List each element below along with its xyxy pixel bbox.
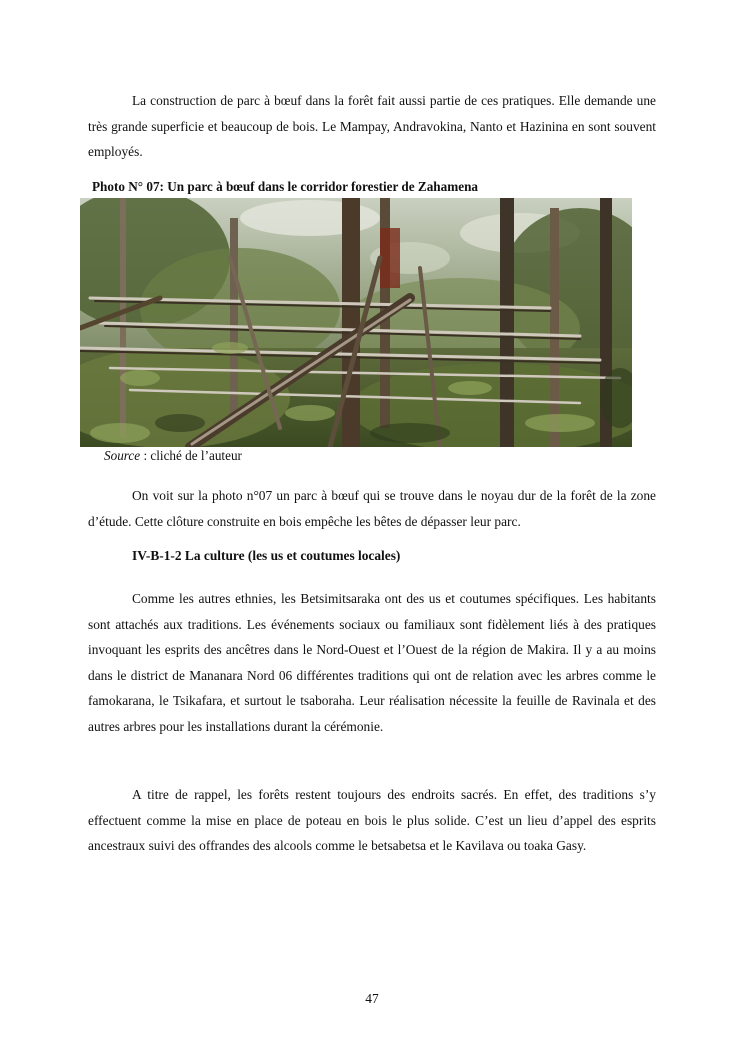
- section-heading: IV-B-1-2 La culture (les us et coutumes locales): [132, 548, 401, 563]
- paragraph-sacred-forests: A titre de rappel, les forêts restent toujours des endroits sacrés. En effet, des traditions s’y effectuent comme la mise en place de poteau en bois le plus solide. C’est un lieu d’appel des esprits ancestraux suivi des offrandes des alcools comme le betsabetsa et le Kavilava ou toaka Gasy.: [88, 787, 656, 853]
- page-number: 47: [365, 991, 379, 1006]
- paragraph-traditions: Comme les autres ethnies, les Betsimitsaraka ont des us et coutumes spécifiques. Les habitants sont attachés aux traditions. Les événements sociaux ou familiaux sont fidèlement liés à des pratiques invoquant les esprits des ancêtres dans le Nord-Ouest et l’Ouest de la région de Makira. Il y a au moins dans le district de Mananara Nord 06 différentes traditions qui ont de relation avec les arbres comme le famokarana, le Tsikafara, et surtout le tsaboraha. Leur réalisation nécessite la feuille de Ravinala et des autres arbres pour les installations durant la cérémonie.: [88, 591, 656, 734]
- paragraph-photo-description: On voit sur la photo n°07 un parc à bœuf qui se trouve dans le noyau dur de la forêt de la zone d’étude. Cette clôture construite en bois empêche les bêtes de dépasser leur parc.: [88, 488, 656, 529]
- photo-caption: Photo N° 07: Un parc à bœuf dans le corridor forestier de Zahamena: [92, 179, 478, 194]
- source-label: Source: [104, 448, 141, 463]
- paragraph-cattle-pen: La construction de parc à bœuf dans la forêt fait aussi partie de ces pratiques. Elle demande une très grande superficie et beaucoup de bois. Le Mampay, Andravokina, Nanto et Hazinina en sont souvent employés.: [88, 93, 656, 159]
- forest-cattle-pen-photo: [80, 198, 632, 447]
- photo-source: [104, 448, 242, 464]
- source-text: : cliché de l’auteur: [140, 448, 242, 463]
